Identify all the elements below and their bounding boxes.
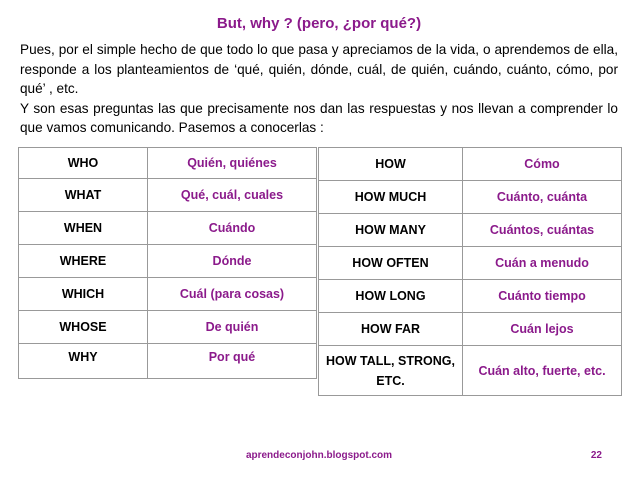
spanish-translation: Quién, quiénes <box>148 148 317 179</box>
english-word: HOW MUCH <box>319 181 463 214</box>
english-word: WHO <box>19 148 148 179</box>
footer-source-url: aprendeconjohn.blogspot.com <box>245 450 393 461</box>
english-word: HOW TALL, STRONG, ETC. <box>319 346 463 396</box>
table-row <box>319 313 622 346</box>
spanish-translation: Cuán lejos <box>463 313 622 346</box>
spanish-translation: De quién <box>148 311 317 344</box>
english-word: WHOSE <box>19 311 148 344</box>
english-word: WHAT <box>19 179 148 212</box>
spanish-translation: Cómo <box>463 148 622 181</box>
english-word: HOW FAR <box>319 313 463 346</box>
table-row <box>319 247 622 280</box>
spanish-translation: Cuándo <box>148 212 317 245</box>
spanish-translation: Cuánto, cuánta <box>463 181 622 214</box>
spanish-translation: Cuán a menudo <box>463 247 622 280</box>
intro-paragraph-1: Pues, por el simple hecho de que todo lo que pasa y apreciamos de la vida, o aprendemos de ella, responde a los planteamientos de ‘qué, quién, dónde, cuál, de quién, cuándo, cuánto, cómo, por qué’ , etc. <box>20 42 618 97</box>
english-word: HOW <box>319 148 463 181</box>
english-word: WHERE <box>19 245 148 278</box>
spanish-translation: Cuántos, cuántas <box>463 214 622 247</box>
table-row <box>19 344 317 379</box>
english-word: HOW OFTEN <box>319 247 463 280</box>
table-row <box>19 148 317 179</box>
page-number: 22 <box>590 450 602 461</box>
question-words-table-left <box>18 147 317 379</box>
english-word: HOW MANY <box>319 214 463 247</box>
question-words-table-right <box>318 147 622 396</box>
table-row <box>319 346 622 396</box>
english-word: WHEN <box>19 212 148 245</box>
english-word: WHY <box>19 344 148 379</box>
table-row <box>319 148 622 181</box>
table-row <box>19 245 317 278</box>
table-row <box>319 280 622 313</box>
table-row <box>319 214 622 247</box>
table-row <box>19 179 317 212</box>
spanish-translation: Cuán alto, fuerte, etc. <box>463 346 622 396</box>
table-row <box>19 212 317 245</box>
english-word: WHICH <box>19 278 148 311</box>
spanish-translation: Cuánto tiempo <box>463 280 622 313</box>
english-word: HOW LONG <box>319 280 463 313</box>
intro-paragraph-2: Y son esas preguntas las que precisamente nos dan las respuestas y nos llevan a comprender lo que vamos comunicando. Pasemos a conocerlas : <box>20 100 618 136</box>
spanish-translation: Dónde <box>148 245 317 278</box>
spanish-translation: Por qué <box>148 344 317 379</box>
page-title: But, why ? (pero, ¿por qué?) <box>216 15 422 32</box>
table-row <box>19 278 317 311</box>
spanish-translation: Qué, cuál, cuales <box>148 179 317 212</box>
table-row <box>19 311 317 344</box>
table-row <box>319 181 622 214</box>
spanish-translation: Cuál (para cosas) <box>148 278 317 311</box>
intro-text <box>20 40 618 138</box>
